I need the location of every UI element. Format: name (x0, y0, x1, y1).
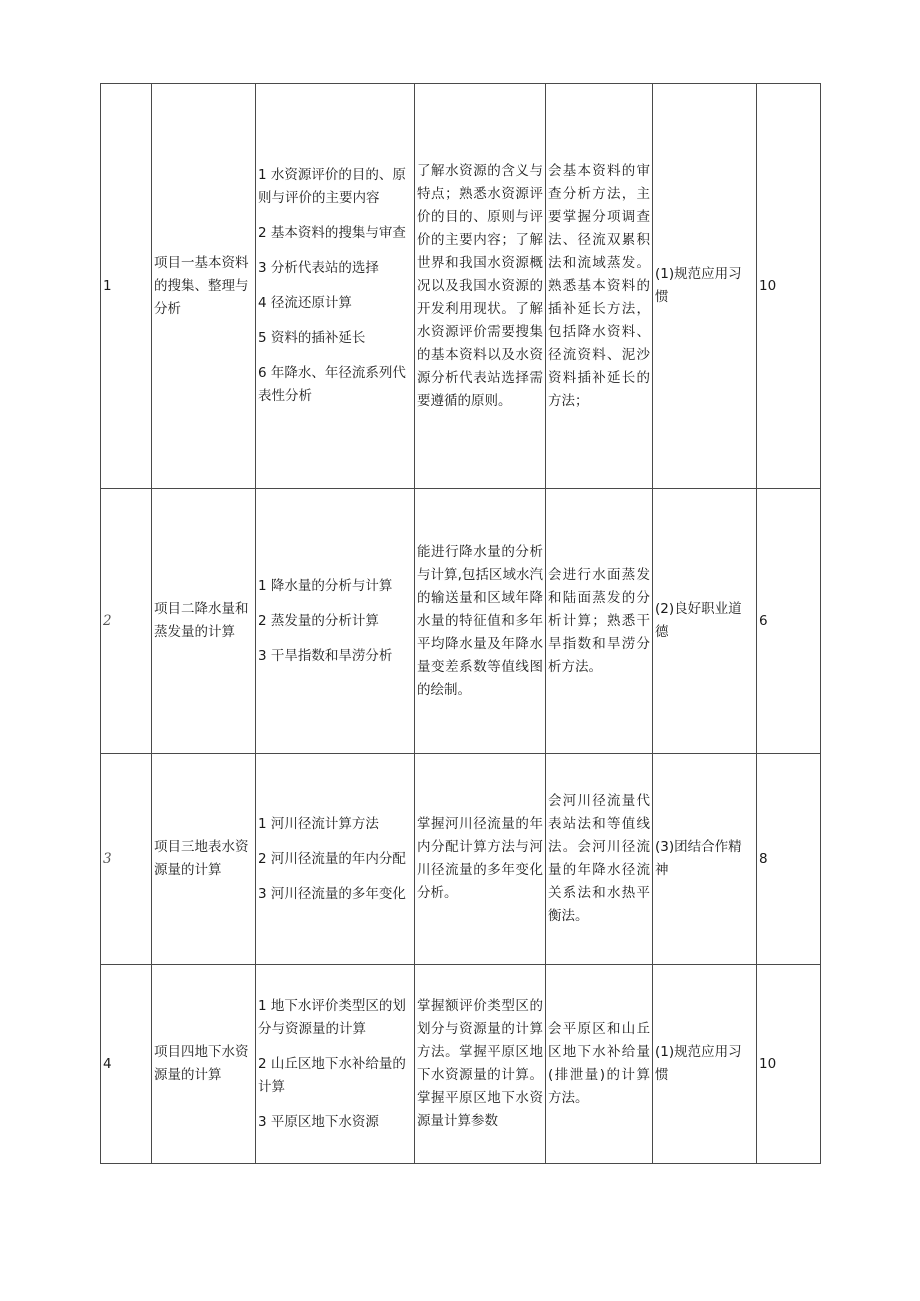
row-number: 2 (101, 489, 152, 754)
topic-item: 5 资料的插补延长 (258, 330, 366, 346)
skill-goals: 会河川径流量代表站法和等值线法。会河川径流量的年降水径流关系法和水热平衡法。 (546, 754, 653, 965)
project-name: 项目一基本资料的搜集、整理与分析 (152, 84, 256, 489)
topic-list (256, 965, 415, 1164)
table-row (101, 754, 821, 965)
topic-item: 2 河川径流量的年内分配 (258, 850, 406, 867)
table-row (101, 965, 821, 1164)
knowledge-goals: 掌握额评价类型区的划分与资源量的计算方法。掌握平原区地下水资源量的计算。掌握平原区地下水资源量计算参数 (415, 965, 546, 1164)
topic-item: 2 基本资料的搜集与审查 (258, 225, 406, 241)
quality-goals: (3)团结合作精神 (653, 754, 757, 965)
quality-goals: (2)良好职业道德 (653, 489, 757, 754)
topic-list (256, 84, 415, 489)
topic-item: 4 径流还原计算 (258, 295, 352, 311)
topic-item: 3 平原区地下水资源 (258, 1113, 379, 1130)
class-hours: 6 (757, 489, 821, 754)
class-hours: 10 (757, 84, 821, 489)
knowledge-goals: 掌握河川径流量的年内分配计算方法与河川径流量的多年变化分析。 (415, 754, 546, 965)
topic-item: 3 河川径流量的多年变化 (258, 885, 406, 902)
table-row (101, 489, 821, 754)
quality-goals: (1)规范应用习惯 (653, 84, 757, 489)
project-name: 项目二降水量和蒸发量的计算 (152, 489, 256, 754)
table-row (101, 84, 821, 489)
topic-item: 1 地下水评价类型区的划分与资源量的计算 (258, 997, 406, 1037)
topic-item: 3 干旱指数和旱涝分析 (258, 647, 393, 664)
project-name: 项目四地下水资源量的计算 (152, 965, 256, 1164)
topic-item: 6 年降水、年径流系列代表性分析 (258, 365, 406, 404)
row-number: 4 (101, 965, 152, 1164)
topic-item: 2 山丘区地下水补给量的计算 (258, 1055, 406, 1095)
class-hours: 8 (757, 754, 821, 965)
topic-item: 3 分析代表站的选择 (258, 260, 379, 276)
topic-item: 2 蒸发量的分析计算 (258, 612, 379, 629)
quality-goals: (1)规范应用习惯 (653, 965, 757, 1164)
topic-item: 1 降水量的分析与计算 (258, 577, 393, 594)
skill-goals: 会进行水面蒸发和陆面蒸发的分析计算；熟悉干旱指数和旱涝分析方法。 (546, 489, 653, 754)
skill-goals: 会基本资料的审查分析方法，主要掌握分项调查法、径流双累积法和流域蒸发。熟悉基本资料的插补延长方法，包括降水资料、径流资料、泥沙资料插补延长的方法； (546, 84, 653, 489)
row-number: 3 (101, 754, 152, 965)
project-name: 项目三地表水资源量的计算 (152, 754, 256, 965)
knowledge-goals: 了解水资源的含义与特点；熟悉水资源评价的目的、原则与评价的主要内容；了解世界和我国水资源概况以及我国水资源的开发利用现状。了解水资源评价需要搜集的基本资料以及水资源分析代表站选择需要遵循的原则。 (415, 84, 546, 489)
topic-item: 1 水资源评价的目的、原则与评价的主要内容 (258, 167, 406, 206)
knowledge-goals: 能进行降水量的分析与计算,包括区域水汽的输送量和区域年降水量的特征值和多年平均降水量及年降水量变差系数等值线图的绘制。 (415, 489, 546, 754)
course-schedule-table (100, 83, 821, 1164)
topic-list (256, 489, 415, 754)
row-number: 1 (101, 84, 152, 489)
class-hours: 10 (757, 965, 821, 1164)
topic-item: 1 河川径流计算方法 (258, 815, 379, 832)
skill-goals: 会平原区和山丘区地下水补给量(排泄量)的计算方法。 (546, 965, 653, 1164)
topic-list (256, 754, 415, 965)
